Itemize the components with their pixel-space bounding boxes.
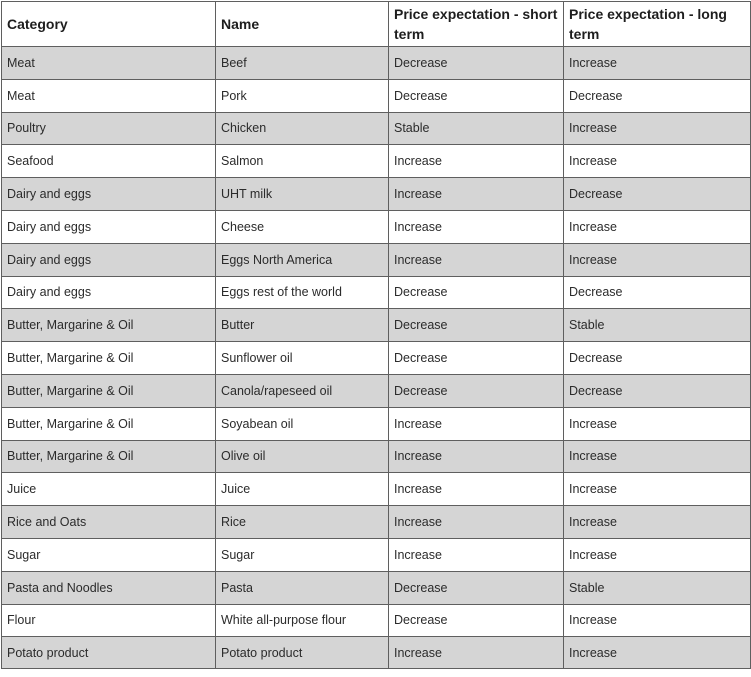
cell-long-term: Increase (564, 210, 751, 243)
cell-long-term: Increase (564, 637, 751, 669)
table-row (2, 637, 751, 669)
table-row (2, 112, 751, 145)
cell-short-term: Decrease (389, 374, 564, 407)
cell-category: Rice and Oats (2, 506, 216, 539)
cell-name: Pasta (216, 571, 389, 604)
header-short-term: Price expectation - short term (389, 2, 564, 47)
cell-category: Dairy and eggs (2, 243, 216, 276)
cell-long-term: Increase (564, 243, 751, 276)
cell-long-term: Increase (564, 473, 751, 506)
cell-short-term: Increase (389, 243, 564, 276)
cell-long-term: Increase (564, 47, 751, 80)
cell-category: Butter, Margarine & Oil (2, 342, 216, 375)
table-header (2, 2, 751, 47)
table-body (2, 47, 751, 669)
cell-long-term: Decrease (564, 79, 751, 112)
cell-long-term: Decrease (564, 342, 751, 375)
cell-short-term: Increase (389, 210, 564, 243)
cell-category: Sugar (2, 538, 216, 571)
header-name: Name (216, 2, 389, 47)
cell-category: Seafood (2, 145, 216, 178)
cell-short-term: Decrease (389, 342, 564, 375)
cell-category: Dairy and eggs (2, 210, 216, 243)
cell-name: Cheese (216, 210, 389, 243)
cell-name: Butter (216, 309, 389, 342)
header-category: Category (2, 2, 216, 47)
table-row (2, 407, 751, 440)
cell-category: Potato product (2, 637, 216, 669)
cell-category: Butter, Margarine & Oil (2, 309, 216, 342)
table-row (2, 571, 751, 604)
table-row (2, 47, 751, 80)
cell-name: Salmon (216, 145, 389, 178)
header-row (2, 2, 751, 47)
cell-name: UHT milk (216, 178, 389, 211)
cell-long-term: Stable (564, 571, 751, 604)
cell-category: Meat (2, 79, 216, 112)
cell-name: Eggs rest of the world (216, 276, 389, 309)
cell-short-term: Decrease (389, 276, 564, 309)
cell-long-term: Increase (564, 604, 751, 637)
cell-category: Pasta and Noodles (2, 571, 216, 604)
table-row (2, 473, 751, 506)
cell-category: Butter, Margarine & Oil (2, 407, 216, 440)
cell-short-term: Decrease (389, 79, 564, 112)
cell-name: Rice (216, 506, 389, 539)
table-row (2, 309, 751, 342)
cell-category: Dairy and eggs (2, 276, 216, 309)
cell-long-term: Increase (564, 145, 751, 178)
cell-name: Potato product (216, 637, 389, 669)
price-expectation-table (1, 1, 751, 669)
cell-name: Beef (216, 47, 389, 80)
cell-long-term: Decrease (564, 276, 751, 309)
cell-category: Dairy and eggs (2, 178, 216, 211)
cell-long-term: Stable (564, 309, 751, 342)
cell-category: Meat (2, 47, 216, 80)
cell-name: Juice (216, 473, 389, 506)
cell-name: Sugar (216, 538, 389, 571)
cell-short-term: Decrease (389, 571, 564, 604)
cell-name: Chicken (216, 112, 389, 145)
cell-category: Juice (2, 473, 216, 506)
table-row (2, 604, 751, 637)
cell-category: Butter, Margarine & Oil (2, 440, 216, 473)
table-row (2, 276, 751, 309)
table-row (2, 210, 751, 243)
cell-name: Canola/rapeseed oil (216, 374, 389, 407)
cell-name: Olive oil (216, 440, 389, 473)
cell-short-term: Increase (389, 473, 564, 506)
cell-short-term: Stable (389, 112, 564, 145)
table-row (2, 243, 751, 276)
cell-short-term: Increase (389, 178, 564, 211)
cell-short-term: Increase (389, 637, 564, 669)
table-row (2, 342, 751, 375)
cell-category: Butter, Margarine & Oil (2, 374, 216, 407)
cell-short-term: Decrease (389, 604, 564, 637)
cell-category: Flour (2, 604, 216, 637)
cell-short-term: Decrease (389, 47, 564, 80)
table-row (2, 178, 751, 211)
table-row (2, 374, 751, 407)
cell-name: White all-purpose flour (216, 604, 389, 637)
cell-name: Pork (216, 79, 389, 112)
cell-short-term: Increase (389, 538, 564, 571)
cell-short-term: Increase (389, 506, 564, 539)
table-row (2, 506, 751, 539)
cell-short-term: Increase (389, 407, 564, 440)
header-long-term: Price expectation - long term (564, 2, 751, 47)
table-row (2, 538, 751, 571)
table-row (2, 79, 751, 112)
table-row (2, 440, 751, 473)
cell-long-term: Increase (564, 506, 751, 539)
cell-short-term: Increase (389, 145, 564, 178)
cell-long-term: Increase (564, 407, 751, 440)
cell-long-term: Increase (564, 538, 751, 571)
cell-name: Eggs North America (216, 243, 389, 276)
table-row (2, 145, 751, 178)
cell-category: Poultry (2, 112, 216, 145)
cell-short-term: Increase (389, 440, 564, 473)
cell-name: Soyabean oil (216, 407, 389, 440)
cell-long-term: Increase (564, 112, 751, 145)
cell-short-term: Decrease (389, 309, 564, 342)
cell-long-term: Decrease (564, 374, 751, 407)
cell-long-term: Decrease (564, 178, 751, 211)
cell-name: Sunflower oil (216, 342, 389, 375)
cell-long-term: Increase (564, 440, 751, 473)
